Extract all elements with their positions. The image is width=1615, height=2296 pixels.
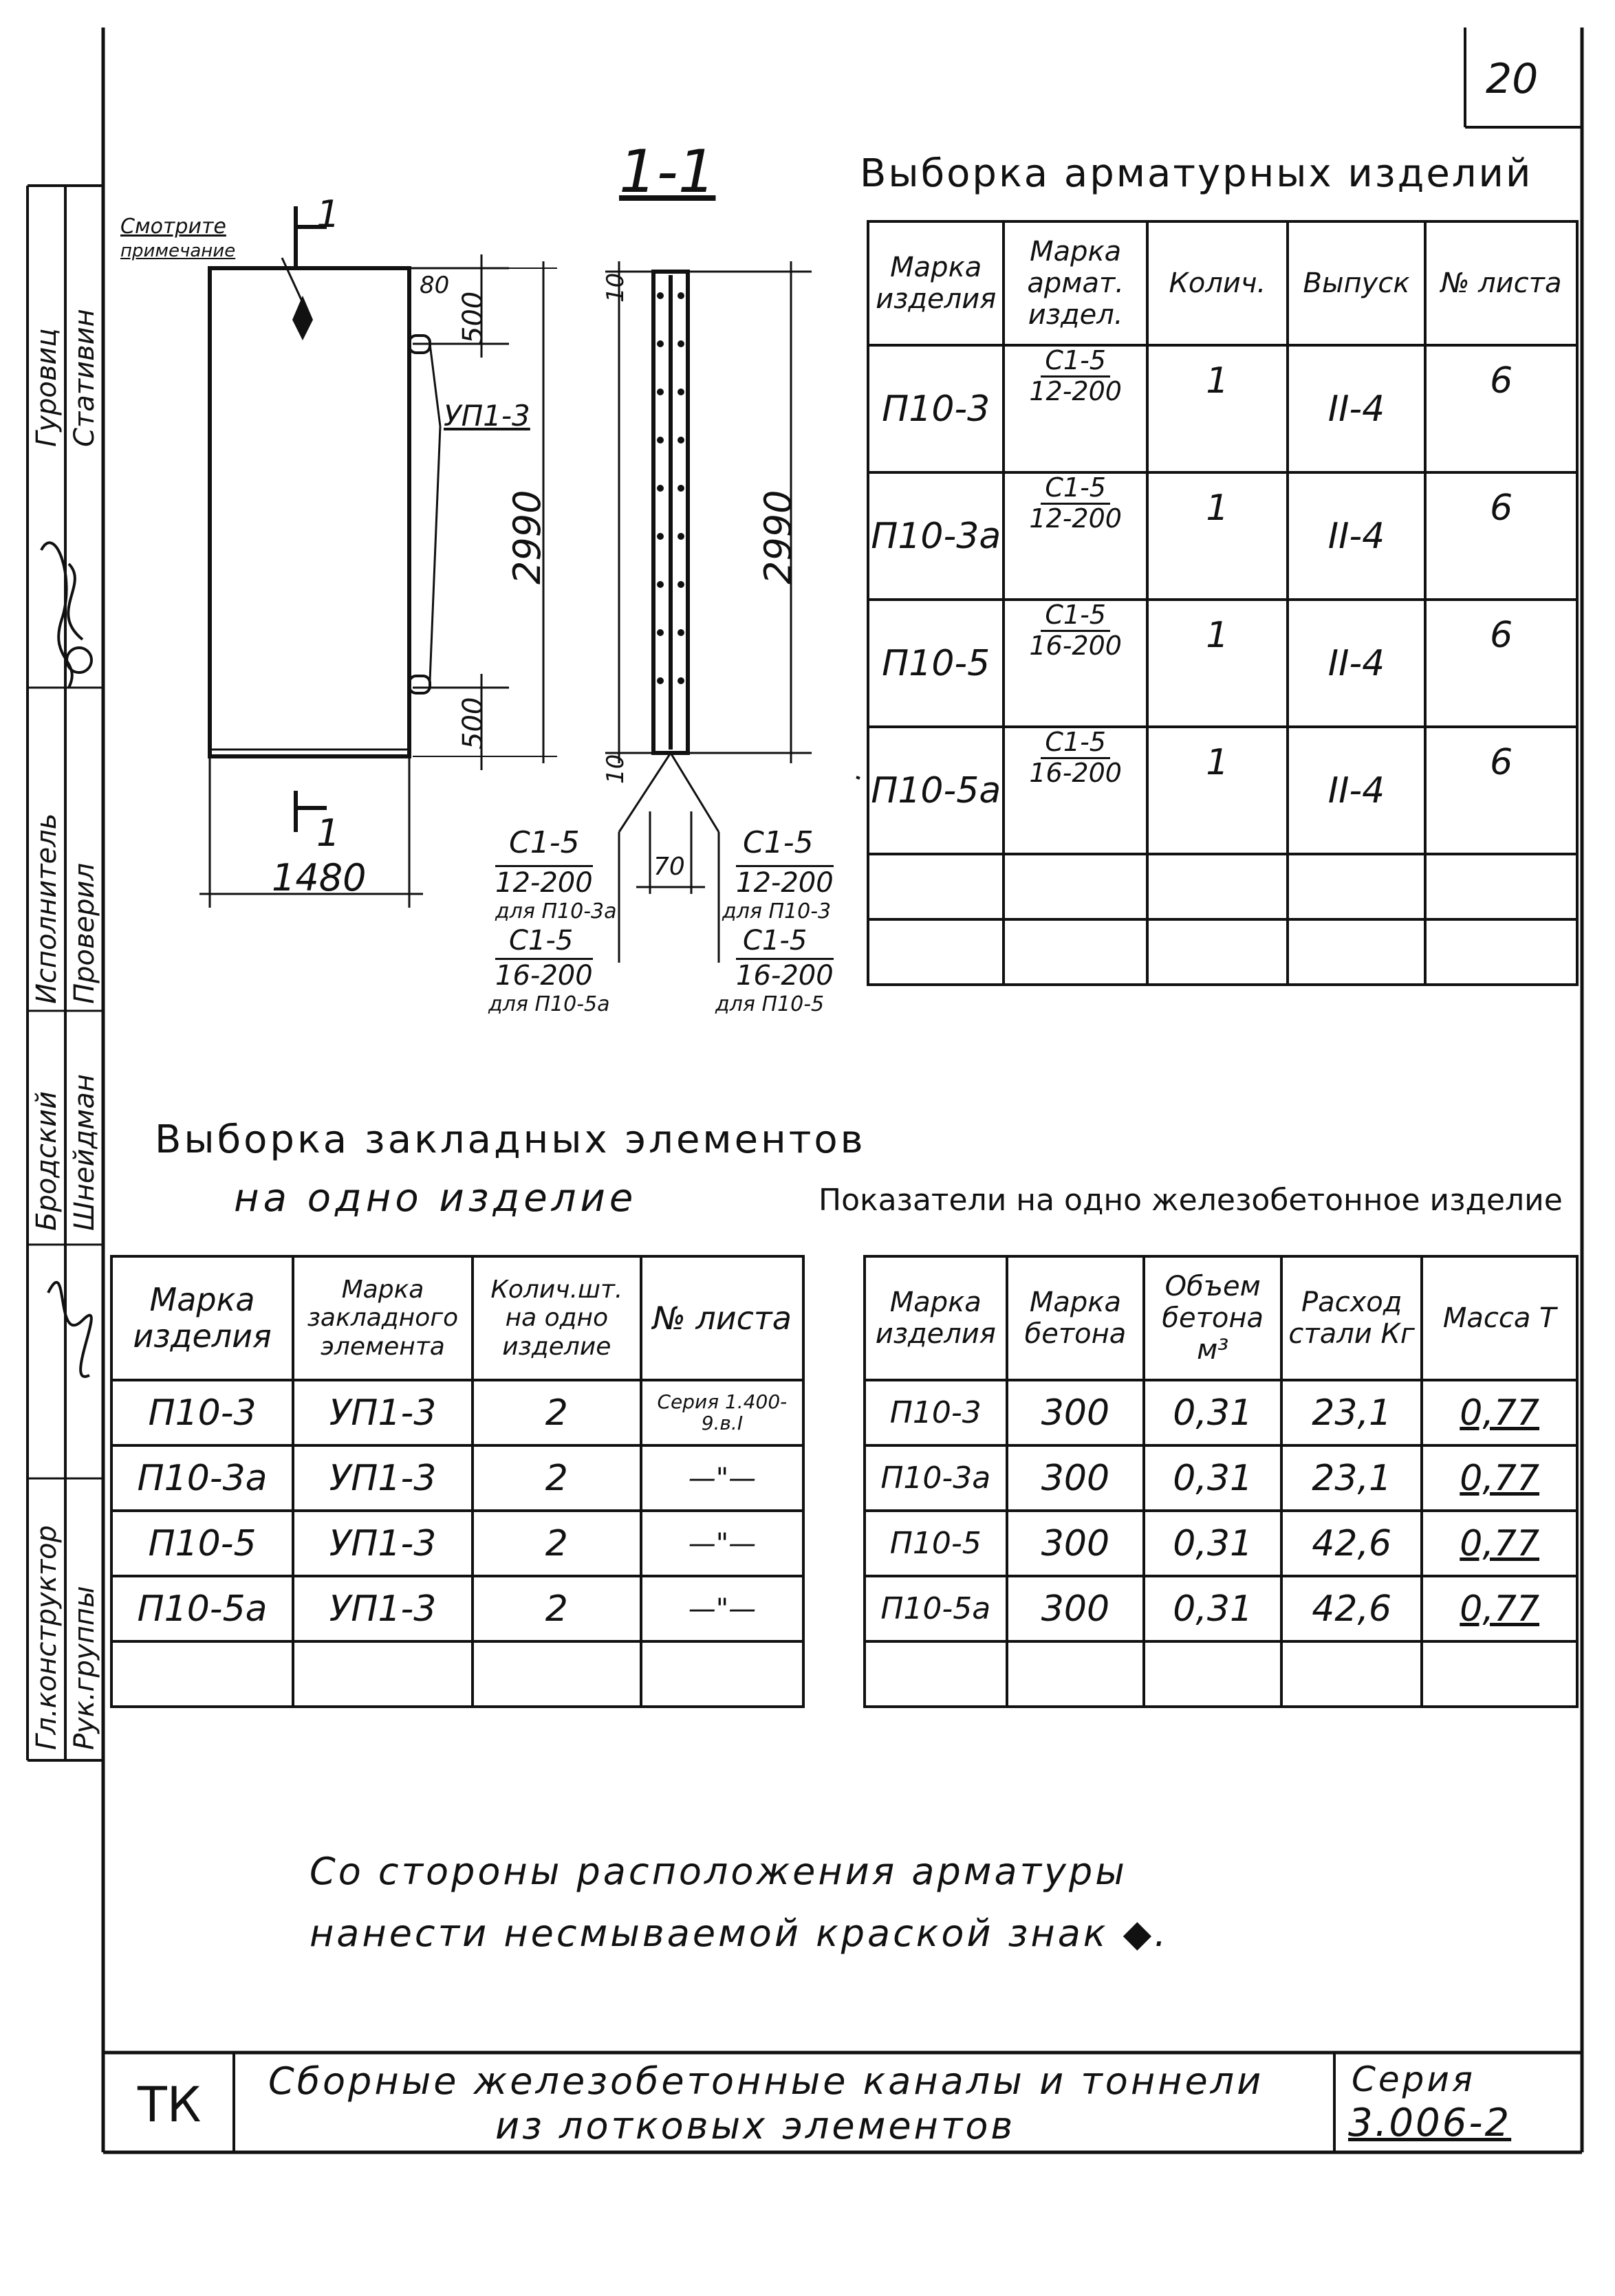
rebar-issue: II-4 [1288, 472, 1425, 600]
callout-left-2: 12-200 [495, 865, 593, 899]
table-row [868, 919, 1577, 985]
rebar-sheet: 6 [1425, 345, 1577, 472]
stamp-role-group-lead: Рук.группы [69, 1586, 100, 1750]
embedded-sheet: —"— [641, 1445, 803, 1511]
indicators-steel: 23,1 [1281, 1445, 1422, 1511]
stamp-name-brodsky: Бродский [31, 1091, 63, 1231]
rebar-header-qty: Колич. [1147, 221, 1288, 345]
callout-left-5: 16-200 [495, 958, 593, 992]
rebar-table [867, 220, 1579, 986]
rebar-bottom: 12-200 [1029, 375, 1122, 406]
stamp-role-chief-designer: Гл.конструктор [31, 1524, 63, 1750]
table-row [868, 345, 1577, 472]
embedded-sheet: Серия 1.400-9.в.I [641, 1380, 803, 1445]
embedded-mark: П10-3а [111, 1445, 293, 1511]
dim-80: 80 [420, 272, 450, 299]
rebar-mark: П10-5 [868, 600, 1004, 727]
callout-left-3: для П10-3а [495, 899, 617, 923]
rebar-header-issue: Выпуск [1288, 221, 1425, 345]
indicators-steel: 23,1 [1281, 1380, 1422, 1445]
rebar-top: С1-5 [1041, 347, 1110, 378]
rebar-top: С1-5 [1041, 474, 1110, 505]
indicators-header-mass: Масса Т [1422, 1256, 1577, 1380]
indicators-steel: 42,6 [1281, 1511, 1422, 1576]
title-block-title-2: из лотковых элементов [495, 2104, 1016, 2147]
callout-left-6: для П10-5а [488, 992, 610, 1016]
see-note-line2: примечание [120, 241, 236, 261]
embedded-element: УП1-3 [293, 1576, 473, 1641]
rebar-bottom: 12-200 [1029, 503, 1122, 534]
embedded-table-title-2: на одно изделие [234, 1176, 638, 1221]
table-row [868, 854, 1577, 919]
embedded-element: УП1-3 [293, 1511, 473, 1576]
embedded-header-mark: Марка изделия [111, 1256, 293, 1380]
embedded-header-element: Марка закладного элемента [293, 1256, 473, 1380]
rebar-mark: П10-5а [868, 727, 1004, 854]
indicators-mass: 0,77 [1422, 1380, 1577, 1445]
rebar-qty: 1 [1147, 472, 1288, 600]
callout-right-6: для П10-5 [715, 992, 825, 1016]
table-row [868, 727, 1577, 854]
stamp-name-shneidman: Шнейдман [69, 1073, 100, 1231]
table-row [111, 1641, 803, 1707]
embedded-qty: 2 [473, 1445, 641, 1511]
title-block-title-1: Сборные железобетонные каналы и тоннели [268, 2059, 1264, 2103]
callout-left-4: С1-5 [509, 925, 574, 956]
rebar-issue: II-4 [1288, 727, 1425, 854]
embedded-sheet: —"— [641, 1576, 803, 1641]
indicators-header-steel: Расход стали Кг [1281, 1256, 1422, 1380]
dim-1480: 1480 [272, 856, 367, 899]
note-line-1: Со стороны расположения арматуры [310, 1850, 1127, 1893]
rebar-top: С1-5 [1041, 601, 1110, 632]
stamp-role-executor: Исполнитель [31, 813, 63, 1004]
stamp-role-checked: Проверил [69, 862, 100, 1004]
section-cut-label-bottom: 1 [316, 811, 340, 855]
indicators-concrete: 300 [1007, 1511, 1145, 1576]
embedded-qty: 2 [473, 1511, 641, 1576]
indicators-table-title: Показатели на одно железобетонное изделие [819, 1183, 1563, 1218]
indicators-volume: 0,31 [1144, 1511, 1281, 1576]
table-row [868, 600, 1577, 727]
rebar-top: С1-5 [1041, 728, 1110, 759]
table-row [111, 1576, 803, 1641]
dim-2990-left: 2990 [506, 490, 549, 584]
dim-500-bottom: 500 [457, 697, 489, 750]
callout-right-4: С1-5 [743, 925, 808, 956]
rebar-issue: II-4 [1288, 600, 1425, 727]
rebar-table-title: Выборка арматурных изделий [860, 151, 1533, 196]
rebar-mark: П10-3а [868, 472, 1004, 600]
indicators-header-mark: Марка изделия [865, 1256, 1007, 1380]
sheet-number: 20 [1486, 55, 1539, 103]
dim-10-bottom: 10 [602, 754, 629, 784]
stamp-name-stativin: Стативин [69, 309, 100, 447]
callout-right-2: 12-200 [736, 865, 834, 899]
embedded-mark: П10-5а [111, 1576, 293, 1641]
indicators-mark: П10-3 [865, 1380, 1007, 1445]
rebar-header-sheet: № листа [1425, 221, 1577, 345]
rebar-qty: 1 [1147, 727, 1288, 854]
embedded-element: УП1-3 [293, 1445, 473, 1511]
indicators-mass: 0,77 [1422, 1576, 1577, 1641]
section-cut-label-top: 1 [316, 193, 340, 236]
table-row [865, 1511, 1577, 1576]
indicators-table [863, 1255, 1579, 1708]
indicators-header-volume: Объем бетона м³ [1144, 1256, 1281, 1380]
indicators-mass: 0,77 [1422, 1445, 1577, 1511]
rebar-header-mark: Марка изделия [868, 221, 1004, 345]
callout-right-1: С1-5 [743, 825, 814, 860]
rebar-qty: 1 [1147, 345, 1288, 472]
indicators-concrete: 300 [1007, 1576, 1145, 1641]
title-block-series-value: 3.006-2 [1348, 2101, 1512, 2145]
table-row [111, 1380, 803, 1445]
dim-70: 70 [653, 853, 685, 881]
rebar-issue: II-4 [1288, 345, 1425, 472]
embedded-element: УП1-3 [293, 1380, 473, 1445]
table-row [111, 1511, 803, 1576]
embedded-mark: П10-3 [111, 1380, 293, 1445]
indicators-volume: 0,31 [1144, 1576, 1281, 1641]
table-row [865, 1641, 1577, 1707]
indicators-concrete: 300 [1007, 1380, 1145, 1445]
table-row [865, 1380, 1577, 1445]
indicators-volume: 0,31 [1144, 1445, 1281, 1511]
indicators-mark: П10-5 [865, 1511, 1007, 1576]
rebar-header-rebar-mark: Марка армат. издел. [1004, 221, 1147, 345]
stamp-name-gurovich: Гуровиц [31, 328, 63, 447]
title-block-code: ТК [138, 2077, 202, 2133]
embedded-sheet: —"— [641, 1511, 803, 1576]
dim-10-top: 10 [602, 272, 629, 303]
table-row [865, 1445, 1577, 1511]
note-line-2: нанести несмываемой краской знак ◆. [310, 1912, 1169, 1955]
rebar-bottom: 16-200 [1029, 757, 1122, 788]
rebar-sheet: 6 [1425, 472, 1577, 600]
rebar-qty: 1 [1147, 600, 1288, 727]
table-row [111, 1445, 803, 1511]
embedded-qty: 2 [473, 1380, 641, 1445]
indicators-mass: 0,77 [1422, 1511, 1577, 1576]
dim-2990-right: 2990 [757, 490, 800, 584]
title-block-series-label: Серия [1352, 2059, 1475, 2099]
callout-right-5: 16-200 [736, 958, 834, 992]
indicators-concrete: 300 [1007, 1445, 1145, 1511]
callout-left-1: С1-5 [509, 825, 580, 860]
embedded-header-qty: Колич.шт. на одно изделие [473, 1256, 641, 1380]
indicators-steel: 42,6 [1281, 1576, 1422, 1641]
table-row [868, 472, 1577, 600]
indicators-mark: П10-5а [865, 1576, 1007, 1641]
rebar-sheet: 6 [1425, 727, 1577, 854]
rebar-mark: П10-3 [868, 345, 1004, 472]
indicators-volume: 0,31 [1144, 1380, 1281, 1445]
embedded-element-label: УП1-3 [444, 399, 530, 433]
rebar-sheet: 6 [1425, 600, 1577, 727]
dim-500-top: 500 [457, 291, 489, 344]
callout-right-3: для П10-3 [722, 899, 832, 923]
indicators-mark: П10-3а [865, 1445, 1007, 1511]
table-row [865, 1576, 1577, 1641]
embedded-mark: П10-5 [111, 1511, 293, 1576]
embedded-header-sheet: № листа [641, 1256, 803, 1380]
indicators-header-concrete: Марка бетона [1007, 1256, 1145, 1380]
rebar-bottom: 16-200 [1029, 630, 1122, 661]
embedded-qty: 2 [473, 1576, 641, 1641]
see-note-line1: Смотрите [120, 215, 226, 239]
embedded-table [110, 1255, 805, 1708]
section-mark: 1-1 [619, 138, 716, 206]
embedded-table-title-1: Выборка закладных элементов [155, 1117, 866, 1162]
